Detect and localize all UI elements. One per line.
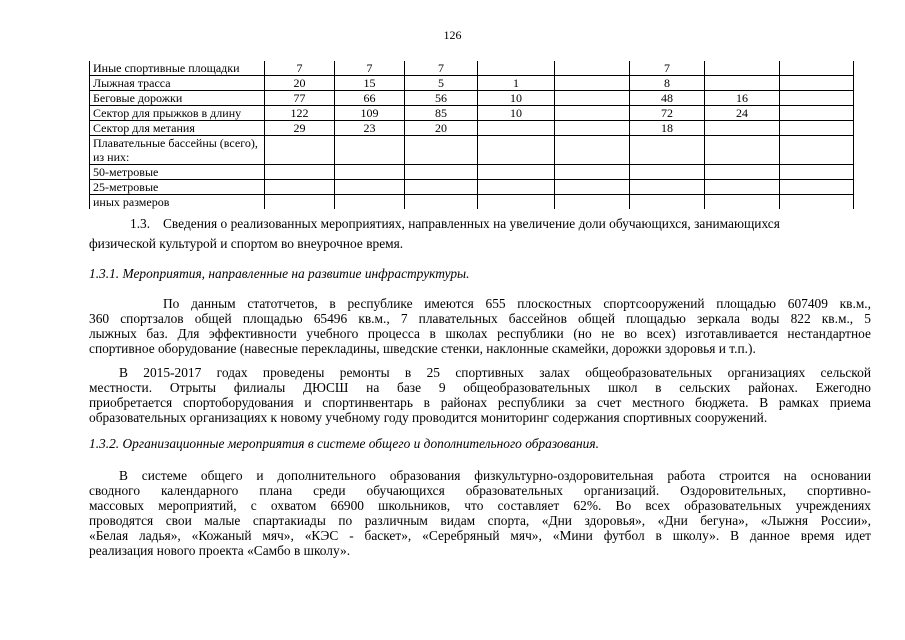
table-cell xyxy=(780,106,854,121)
paragraph-line: спортивное оборудование (навесные перекладины, шведские стенки, наклонные скамейки, дорожки здоровья и т.п.). xyxy=(89,341,756,356)
paragraph-line: образовательных организациях к новому учебному году проводится мониторинг содержания спортивных сооружений. xyxy=(89,410,768,425)
table-cell xyxy=(265,180,335,195)
table-cell xyxy=(555,165,630,180)
table-cell xyxy=(780,195,854,210)
table-cell xyxy=(705,121,780,136)
row-label: 25-метровые xyxy=(90,180,265,195)
table-cell: 10 xyxy=(478,91,555,106)
table-cell xyxy=(705,195,780,210)
table-cell xyxy=(265,136,335,165)
sports-facilities-table xyxy=(89,61,854,209)
table-cell xyxy=(478,180,555,195)
table-cell xyxy=(478,195,555,210)
table-cell xyxy=(265,195,335,210)
paragraph-line: По данным статотчетов, в республике имеются 655 плоскостных спортсооружений площадью 607409 кв.м., xyxy=(163,296,871,311)
table-cell xyxy=(705,136,780,165)
table-cell: 20 xyxy=(265,76,335,91)
table-cell: 56 xyxy=(405,91,478,106)
table-cell xyxy=(780,165,854,180)
table-cell xyxy=(265,165,335,180)
table-cell xyxy=(555,61,630,76)
table-cell xyxy=(630,180,705,195)
paragraph-line: В 2015-2017 годах проведены ремонты в 25 спортивных залах общеобразовательных организациях сельской xyxy=(119,365,871,380)
table-cell: 7 xyxy=(630,61,705,76)
table-cell xyxy=(780,76,854,91)
table-cell: 24 xyxy=(705,106,780,121)
paragraph-line: массовых мероприятий, с охватом 66900 школьников, что составляет 62%. Во всех образовательных учреждениях xyxy=(89,498,871,513)
table-cell: 48 xyxy=(630,91,705,106)
table-cell: 10 xyxy=(478,106,555,121)
page-number: 126 xyxy=(443,28,462,42)
row-label: Иные спортивные площадки xyxy=(90,61,265,76)
paragraph-line: приобретается спортоборудования и спортинвентарь в районах республики за счет местного бюджета. В рамках приема xyxy=(89,395,871,410)
table-cell xyxy=(555,91,630,106)
table-cell xyxy=(405,136,478,165)
table-cell xyxy=(555,180,630,195)
table-cell xyxy=(705,76,780,91)
paragraph-line: лыжных баз. Для эффективности учебного процесса в школах республики (но не во всех) изготавливается нестандартное xyxy=(89,326,871,341)
row-label: Беговые дорожки xyxy=(90,91,265,106)
table-row xyxy=(90,195,854,210)
table-cell xyxy=(555,121,630,136)
row-label: Сектор для метания xyxy=(90,121,265,136)
table-row xyxy=(90,165,854,180)
table-cell xyxy=(705,165,780,180)
table-cell: 5 xyxy=(405,76,478,91)
table-row xyxy=(90,76,854,91)
table-cell xyxy=(780,136,854,165)
table-cell xyxy=(478,61,555,76)
table-cell: 66 xyxy=(335,91,405,106)
table-cell xyxy=(478,136,555,165)
heading-1-3-1: 1.3.1. Мероприятия, направленные на развитие инфраструктуры. xyxy=(89,266,470,281)
table-cell xyxy=(780,61,854,76)
table-cell: 15 xyxy=(335,76,405,91)
heading-1-3-2: 1.3.2. Организационные мероприятия в системе общего и дополнительного образования. xyxy=(89,436,599,451)
table-cell: 77 xyxy=(265,91,335,106)
table-row xyxy=(90,136,854,165)
table-cell xyxy=(555,195,630,210)
row-label: иных размеров xyxy=(90,195,265,210)
row-label: 50-метровые xyxy=(90,165,265,180)
table-cell: 29 xyxy=(265,121,335,136)
table-row xyxy=(90,121,854,136)
table-cell xyxy=(705,61,780,76)
table-cell: 23 xyxy=(335,121,405,136)
table-row xyxy=(90,61,854,76)
paragraph-line: реализация нового проекта «Самбо в школу». xyxy=(89,543,351,558)
table-cell xyxy=(555,106,630,121)
paragraph-line: В системе общего и дополнительного образования физкультурно-оздоровительная работа строится на основании xyxy=(119,468,871,483)
table-row xyxy=(90,106,854,121)
table-cell: 8 xyxy=(630,76,705,91)
paragraph-line: сводного календарного плана среди обучающихся образовательных организаций. Оздоровительных, спортивно- xyxy=(89,483,871,498)
table-cell: 16 xyxy=(705,91,780,106)
table-cell xyxy=(478,121,555,136)
table-cell: 85 xyxy=(405,106,478,121)
table-cell xyxy=(780,91,854,106)
table-cell xyxy=(335,136,405,165)
table-cell xyxy=(478,165,555,180)
row-label: Лыжная трасса xyxy=(90,76,265,91)
table-cell xyxy=(335,195,405,210)
table-cell xyxy=(630,165,705,180)
table-cell: 1 xyxy=(478,76,555,91)
paragraph-line: проводятся свои малые спартакиады по различным видам спорта, «Дни здоровья», «Дни бегуна», «Лыжня России», xyxy=(89,513,871,528)
table-cell: 109 xyxy=(335,106,405,121)
table-cell: 72 xyxy=(630,106,705,121)
section-title-line2: физической культурой и спортом во внеурочное время. xyxy=(89,236,404,251)
table-cell: 18 xyxy=(630,121,705,136)
paragraph-line: «Белая ладья», «Кожаный мяч», «КЭС - баскет», «Серебряный мяч», «Мини футбол в школу». В данное время идет xyxy=(89,528,871,543)
table-row xyxy=(90,180,854,195)
section-number: 1.3. xyxy=(130,216,151,231)
table-row xyxy=(90,91,854,106)
section-title-line1: Сведения о реализованных мероприятиях, направленных на увеличение доли обучающихся, занимающихся xyxy=(163,216,780,231)
table-cell: 20 xyxy=(405,121,478,136)
table-cell xyxy=(555,76,630,91)
table-cell xyxy=(335,180,405,195)
table-cell xyxy=(630,195,705,210)
table-cell xyxy=(780,121,854,136)
table-cell: 7 xyxy=(405,61,478,76)
row-label: Сектор для прыжков в длину xyxy=(90,106,265,121)
table-cell: 7 xyxy=(335,61,405,76)
table-cell xyxy=(780,180,854,195)
paragraph-line: 360 спортзалов общей площадью 65496 кв.м., 7 плавательных бассейнов общей площадью зеркала воды 822 кв.м., 5 xyxy=(89,311,871,326)
table-cell xyxy=(705,180,780,195)
table-cell xyxy=(555,136,630,165)
table-cell xyxy=(405,180,478,195)
row-label: Плавательные бассейны (всего), из них: xyxy=(90,136,265,165)
paragraph-line: местности. Отрыты филиалы ДЮСШ на базе 9 общеобразовательных школ в сельских районах. Ежегодно xyxy=(89,380,871,395)
table-cell xyxy=(405,195,478,210)
table-cell: 7 xyxy=(265,61,335,76)
table-cell xyxy=(405,165,478,180)
table-cell xyxy=(335,165,405,180)
table-cell xyxy=(630,136,705,165)
table-cell: 122 xyxy=(265,106,335,121)
